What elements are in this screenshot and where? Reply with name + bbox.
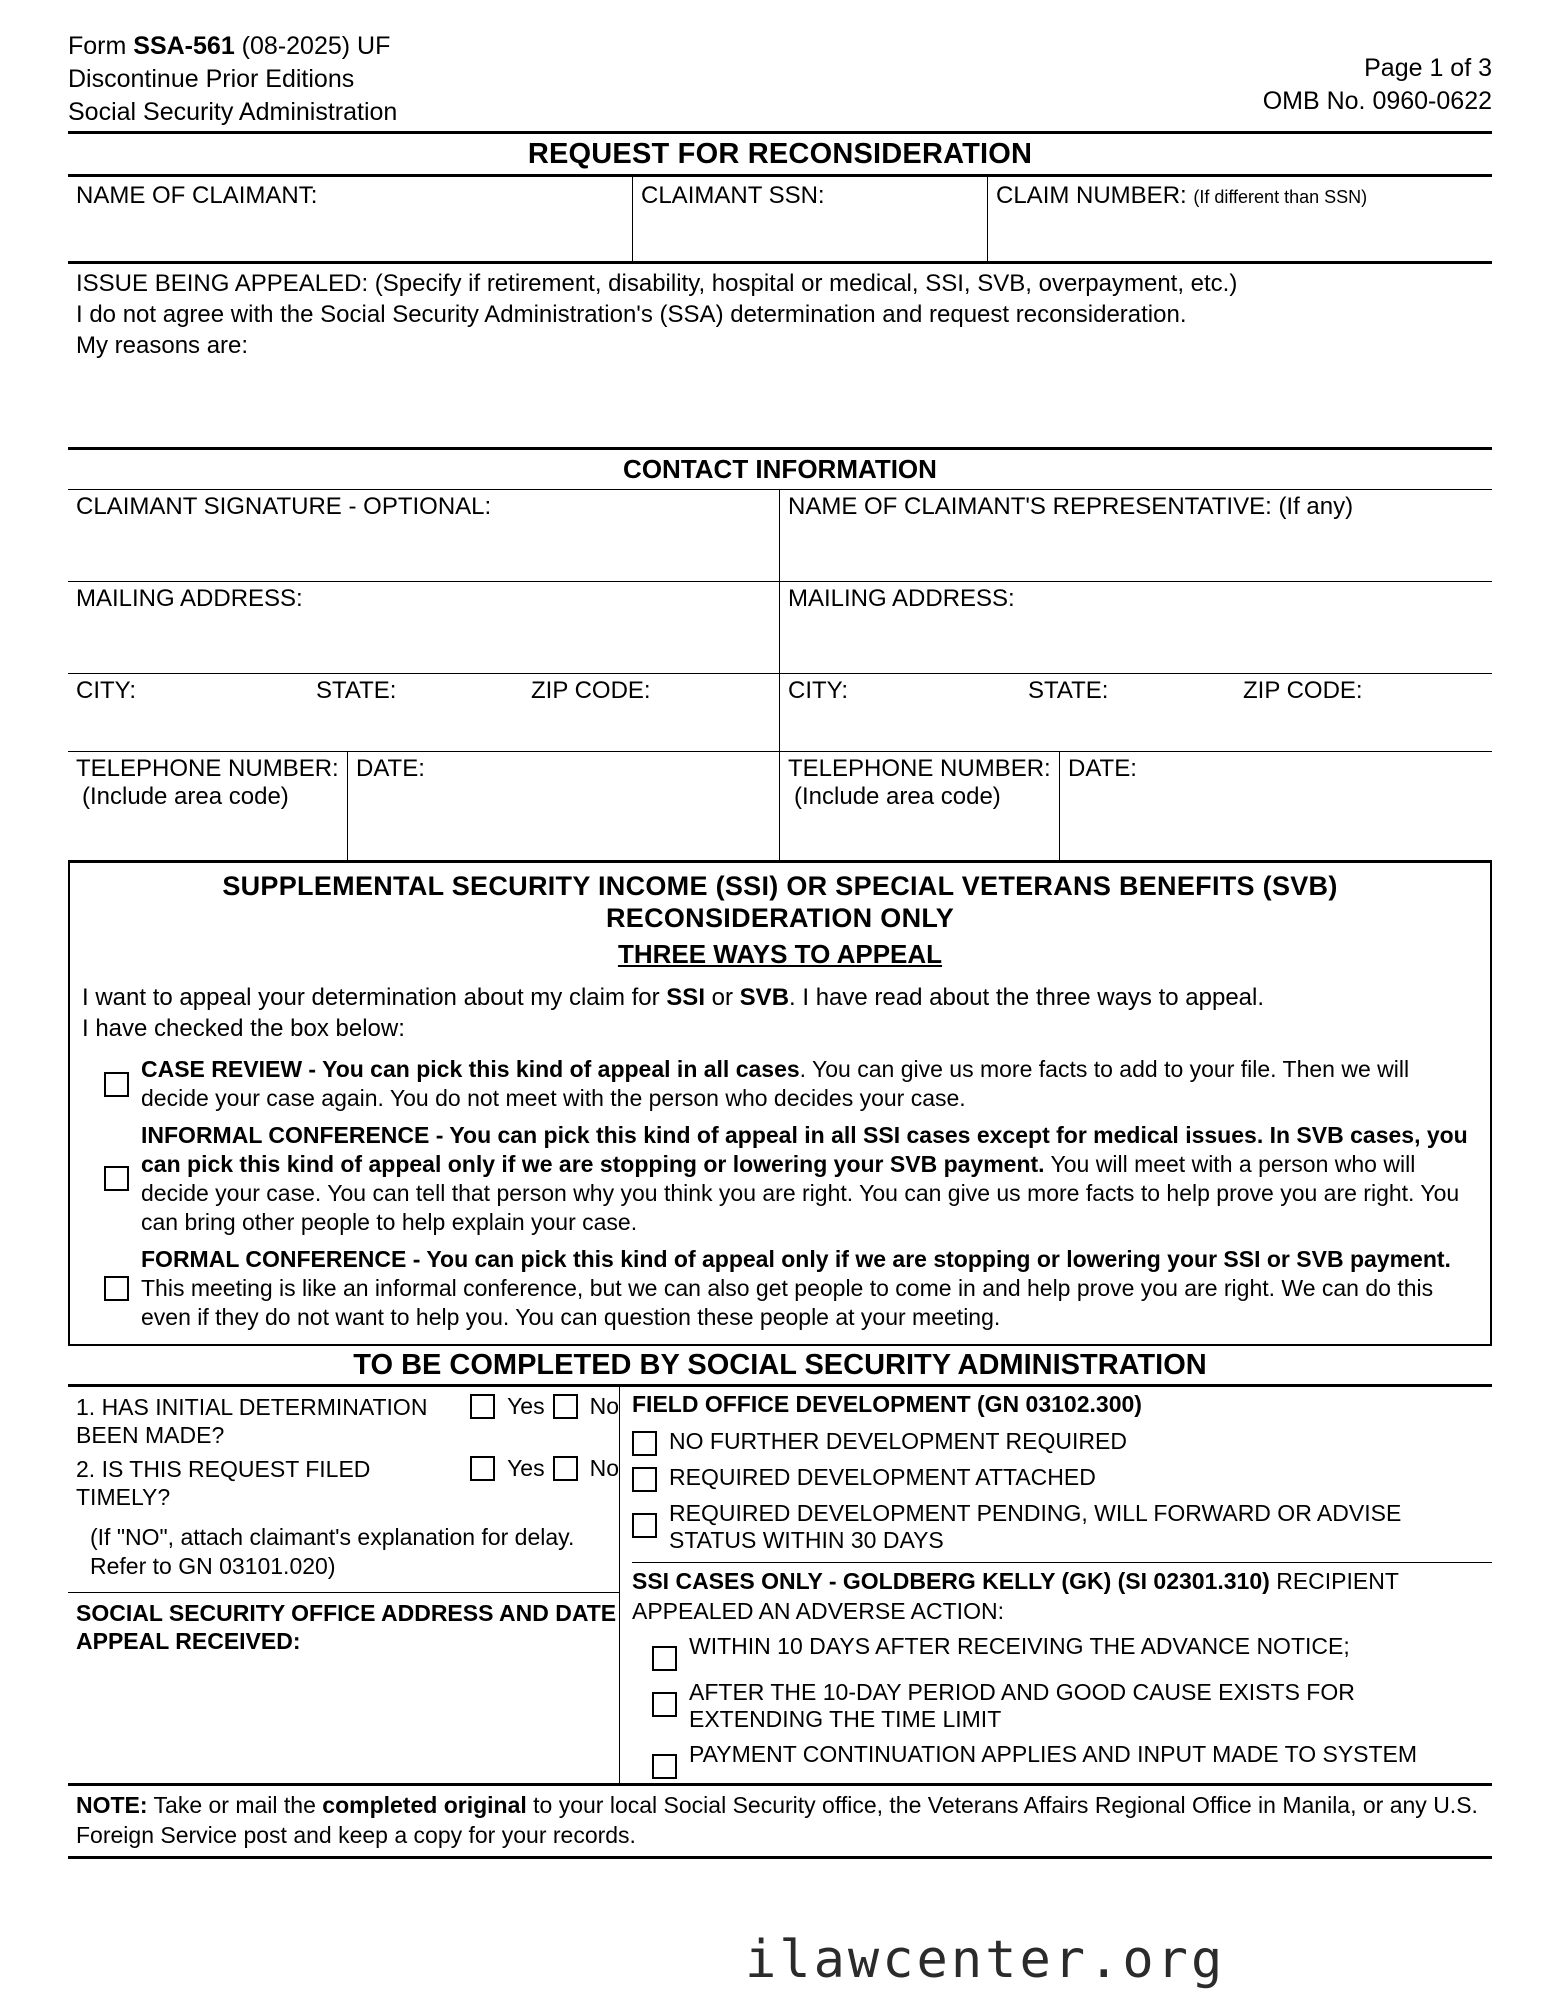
footer-note-a: Take or mail the bbox=[147, 1792, 323, 1819]
case-review-dash: - bbox=[302, 1056, 323, 1083]
claim-number-field[interactable] bbox=[988, 177, 1492, 261]
formal-conference-rest: This meeting is like an informal conference, but we can also get people to come in and help prove you are right. We can do this even if they do not want to help you. You can question these people at your meeting. bbox=[141, 1274, 1434, 1330]
fod-option-no-further-development[interactable] bbox=[632, 1424, 1492, 1460]
contact-mailing-row bbox=[68, 582, 1492, 674]
q1-yes-label: Yes bbox=[507, 1392, 545, 1419]
page-number: Page 1 of 3 bbox=[1364, 54, 1492, 82]
name-of-claimant-field[interactable] bbox=[68, 177, 633, 261]
case-review-name: CASE REVIEW bbox=[141, 1056, 303, 1083]
representative-mailing-address-label: MAILING ADDRESS: bbox=[788, 585, 1015, 612]
agency-line: Social Security Administration bbox=[68, 98, 398, 126]
office-address-label bbox=[68, 1592, 619, 1656]
claimant-state-label: STATE: bbox=[316, 677, 397, 704]
claimant-telephone-field[interactable] bbox=[68, 752, 348, 860]
representative-city-label: CITY: bbox=[788, 677, 849, 704]
form-suffix: (08-2025) UF bbox=[234, 32, 391, 60]
page-header bbox=[68, 30, 1492, 134]
form-prefix: Form bbox=[68, 32, 134, 60]
case-review-text bbox=[141, 1055, 1478, 1113]
issue-being-appealed-block[interactable] bbox=[68, 264, 1492, 450]
q2-no-label: No bbox=[589, 1454, 619, 1481]
representative-telephone-sub: (Include area code) bbox=[794, 783, 1001, 810]
question-2-note-line-1: (If "NO", attach claimant's explanation for delay. bbox=[90, 1523, 575, 1550]
ssi-intro-line-2: I have checked the box below: bbox=[82, 1015, 405, 1043]
gk-option-after-10-days[interactable] bbox=[652, 1675, 1492, 1737]
question-2-note bbox=[68, 1511, 619, 1582]
checkbox-development-attached[interactable] bbox=[632, 1467, 657, 1492]
ssi-svb-section bbox=[68, 860, 1492, 1346]
claim-number-label: CLAIM NUMBER: bbox=[996, 182, 1187, 209]
checkbox-development-pending[interactable] bbox=[632, 1513, 657, 1538]
informal-conference-text bbox=[141, 1121, 1478, 1237]
contact-information-title: CONTACT INFORMATION bbox=[68, 450, 1492, 490]
header-left bbox=[68, 30, 397, 129]
representative-city-state-zip-field[interactable] bbox=[780, 674, 1492, 752]
claimant-signature-label: CLAIMANT SIGNATURE - OPTIONAL: bbox=[76, 493, 492, 520]
representative-date-field[interactable] bbox=[1060, 752, 1492, 860]
claimant-mailing-address-field[interactable] bbox=[68, 582, 779, 674]
claimant-ssn-field[interactable] bbox=[633, 177, 988, 261]
representative-telephone-field[interactable] bbox=[780, 752, 1060, 860]
three-ways-to-appeal-heading: THREE WAYS TO APPEAL bbox=[617, 938, 943, 969]
checkbox-gk-within-10-days[interactable] bbox=[652, 1646, 677, 1671]
case-review-rest: . You can give us more facts to add to your file. Then we will decide your case again. You do not meet with the person who decides your case. bbox=[141, 1056, 1410, 1112]
ssa-admin-left bbox=[68, 1387, 620, 1783]
form-number-line bbox=[68, 30, 397, 63]
question-2-row bbox=[68, 1449, 619, 1511]
gk-heading-bold-2: (SI 02301.310) bbox=[1117, 1568, 1270, 1595]
ssa-admin-section bbox=[68, 1387, 1492, 1783]
representative-name-field[interactable] bbox=[780, 490, 1492, 582]
q1-no-label: No bbox=[589, 1392, 619, 1419]
issue-line-2: I do not agree with the Social Security Administration's (SSA) determination and request reconsideration. bbox=[76, 301, 1187, 329]
checkbox-informal-conference[interactable] bbox=[104, 1166, 129, 1191]
fod-option-development-pending[interactable] bbox=[632, 1496, 1492, 1558]
ssi-heading-line-2: RECONSIDERATION ONLY bbox=[605, 902, 955, 933]
checkbox-q1-no[interactable] bbox=[553, 1394, 578, 1419]
gk-heading-rest: RECIPIENT APPEALED AN ADVERSE ACTION: bbox=[632, 1568, 1399, 1624]
claimant-signature-field[interactable] bbox=[68, 490, 779, 582]
informal-conference-bold: You can pick this kind of appeal in all SSI cases except for medical issues. In SVB cases, you can pick this kind of appeal only if we are stopping or lowering your SVB payment. bbox=[141, 1122, 1468, 1177]
appeal-option-informal-conference[interactable] bbox=[82, 1115, 1478, 1239]
informal-conference-dash: - bbox=[429, 1122, 450, 1148]
informal-conference-name: INFORMAL CONFERENCE bbox=[141, 1122, 430, 1148]
claim-number-note: (If different than SSN) bbox=[1193, 187, 1368, 207]
gk-heading-bold-1: SSI CASES ONLY - GOLDBERG KELLY (GK) bbox=[632, 1568, 1112, 1595]
footer-note-bold: completed original bbox=[322, 1792, 527, 1819]
claimant-telephone-label: TELEPHONE NUMBER: bbox=[76, 755, 339, 782]
gk-option-3-label: PAYMENT CONTINUATION APPLIES AND INPUT MADE TO SYSTEM bbox=[689, 1741, 1418, 1768]
watermark: ilawcenter.org bbox=[745, 1930, 1226, 1990]
issue-line-3: My reasons are: bbox=[76, 332, 249, 360]
footer-note-b: to your local Social Security office, the Veterans Affairs Regional Office in Manila, or any U.S. Foreign Service post and keep a copy for your records. bbox=[76, 1792, 1478, 1848]
page-title: REQUEST FOR RECONSIDERATION bbox=[68, 134, 1492, 177]
contact-city-row bbox=[68, 674, 1492, 752]
ssa-admin-right bbox=[620, 1387, 1492, 1783]
claimant-mailing-address-label: MAILING ADDRESS: bbox=[76, 585, 303, 612]
ssi-intro-svb: SVB bbox=[739, 983, 790, 1011]
checkbox-q2-no[interactable] bbox=[553, 1456, 578, 1481]
checkbox-q1-yes[interactable] bbox=[470, 1394, 495, 1419]
claimant-city-state-zip-field[interactable] bbox=[68, 674, 779, 752]
case-review-bold: You can pick this kind of appeal in all cases bbox=[322, 1056, 800, 1083]
office-address-line-1: SOCIAL SECURITY OFFICE ADDRESS AND DATE bbox=[76, 1599, 617, 1626]
gk-option-2-label: AFTER THE 10-DAY PERIOD AND GOOD CAUSE EXISTS FOR EXTENDING THE TIME LIMIT bbox=[689, 1678, 1355, 1732]
formal-conference-dash: - bbox=[406, 1245, 427, 1272]
appeal-option-formal-conference[interactable] bbox=[82, 1239, 1478, 1334]
name-of-claimant-label: NAME OF CLAIMANT: bbox=[76, 182, 318, 209]
representative-zip-label: ZIP CODE: bbox=[1243, 677, 1363, 704]
omb-number: OMB No. 0960-0622 bbox=[1262, 87, 1492, 115]
question-2-note-line-2: Refer to GN 03101.020) bbox=[90, 1553, 336, 1580]
representative-date-label: DATE: bbox=[1068, 755, 1137, 782]
footer-note bbox=[68, 1783, 1492, 1859]
fod-option-1-label: NO FURTHER DEVELOPMENT REQUIRED bbox=[669, 1427, 1127, 1454]
contact-signature-row bbox=[68, 490, 1492, 582]
ssi-intro-b: or bbox=[704, 983, 740, 1011]
q2-yes-label: Yes bbox=[507, 1454, 545, 1481]
checkbox-gk-after-10-days[interactable] bbox=[652, 1692, 677, 1717]
fod-option-2-label: REQUIRED DEVELOPMENT ATTACHED bbox=[669, 1463, 1096, 1490]
representative-mailing-address-field[interactable] bbox=[780, 582, 1492, 674]
question-2-answers bbox=[470, 1455, 619, 1482]
form-number: SSA-561 bbox=[133, 32, 235, 60]
claimant-telephone-sub: (Include area code) bbox=[82, 783, 289, 810]
formal-conference-name: FORMAL CONFERENCE bbox=[141, 1245, 407, 1272]
checkbox-formal-conference[interactable] bbox=[104, 1276, 129, 1301]
appeal-option-case-review[interactable] bbox=[82, 1049, 1478, 1115]
ssi-intro-a: I want to appeal your determination about my claim for bbox=[82, 983, 667, 1011]
claimant-date-field[interactable] bbox=[348, 752, 779, 860]
goldberg-kelly-options bbox=[632, 1629, 1492, 1783]
claimant-date-label: DATE: bbox=[356, 755, 425, 782]
representative-state-label: STATE: bbox=[1028, 677, 1109, 704]
question-1-row bbox=[68, 1387, 619, 1449]
gk-option-within-10-days[interactable] bbox=[652, 1629, 1492, 1675]
claimant-zip-label: ZIP CODE: bbox=[531, 677, 651, 704]
question-2-label: 2. IS THIS REQUEST FILED TIMELY? bbox=[76, 1455, 371, 1510]
claimant-row bbox=[68, 177, 1492, 264]
office-address-line-2: APPEAL RECEIVED: bbox=[76, 1628, 301, 1655]
claimant-city-label: CITY: bbox=[76, 677, 137, 704]
fod-option-3-label: REQUIRED DEVELOPMENT PENDING, WILL FORWARD OR ADVISE STATUS WITHIN 30 DAYS bbox=[669, 1499, 1402, 1553]
gk-option-1-label: WITHIN 10 DAYS AFTER RECEIVING THE ADVANCE NOTICE; bbox=[689, 1632, 1350, 1659]
representative-name-label: NAME OF CLAIMANT'S REPRESENTATIVE: bbox=[788, 493, 1272, 520]
checkbox-q2-yes[interactable] bbox=[470, 1456, 495, 1481]
question-1-label: 1. HAS INITIAL DETERMINATION BEEN MADE? bbox=[76, 1393, 428, 1448]
goldberg-kelly-heading bbox=[632, 1563, 1492, 1629]
checkbox-case-review[interactable] bbox=[104, 1072, 129, 1097]
formal-conference-bold: You can pick this kind of appeal only if we are stopping or lowering your SSI or SVB payment. bbox=[426, 1245, 1451, 1272]
checkbox-no-further-development[interactable] bbox=[632, 1431, 657, 1456]
ssi-heading-line-1: SUPPLEMENTAL SECURITY INCOME (SSI) OR SPECIAL VETERANS BENEFITS (SVB) bbox=[222, 871, 1338, 901]
ssi-intro bbox=[82, 970, 1478, 1049]
issue-line-1: ISSUE BEING APPEALED: (Specify if retirement, disability, hospital or medical, SSI, SVB, overpayment, etc.) bbox=[76, 270, 1238, 297]
ssi-intro-ssi: SSI bbox=[666, 983, 705, 1011]
ssi-intro-c: . I have read about the three ways to appeal. bbox=[789, 983, 1265, 1011]
representative-telephone-label: TELEPHONE NUMBER: bbox=[788, 755, 1051, 782]
discontinue-line: Discontinue Prior Editions bbox=[68, 65, 355, 93]
contact-phone-row bbox=[68, 752, 1492, 860]
gk-option-payment-continuation[interactable] bbox=[652, 1737, 1492, 1783]
ssi-intro-line-1 bbox=[82, 982, 1478, 1014]
question-1-answers bbox=[470, 1393, 619, 1420]
checkbox-gk-payment-continuation[interactable] bbox=[652, 1754, 677, 1779]
formal-conference-text bbox=[141, 1245, 1478, 1332]
header-right bbox=[1263, 30, 1492, 118]
fod-option-development-attached[interactable] bbox=[632, 1460, 1492, 1496]
representative-name-note: (If any) bbox=[1278, 493, 1354, 520]
field-office-development-heading: FIELD OFFICE DEVELOPMENT (GN 03102.300) bbox=[632, 1390, 1142, 1417]
claimant-ssn-label: CLAIMANT SSN: bbox=[641, 182, 825, 209]
informal-conference-rest: You will meet with a person who will decide your case. You can tell that person why you think you are right. You can give us more facts to help prove you are right. You can bring other people to help explain your case. bbox=[141, 1150, 1460, 1235]
ssa-admin-title: TO BE COMPLETED BY SOCIAL SECURITY ADMINISTRATION bbox=[68, 1346, 1492, 1387]
footer-note-label: NOTE: bbox=[76, 1792, 148, 1819]
